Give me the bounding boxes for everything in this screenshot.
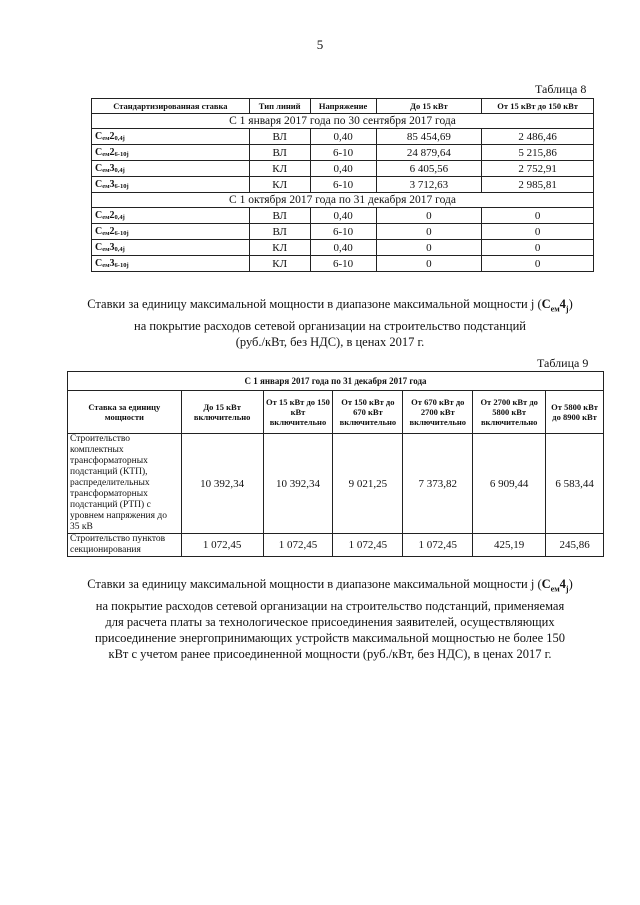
rate-code-index: 0,4j	[114, 167, 125, 174]
page-number: 5	[316, 37, 324, 52]
rate-code-sub: ем	[102, 214, 110, 221]
value-cell: 1 072,45	[403, 534, 473, 557]
para1-line1: Ставки за единицу максимальной мощности в диапазоне максимальной мощности j (	[87, 297, 542, 311]
line-type-cell: КЛ	[249, 161, 310, 177]
rate-code-index: 6-10j	[114, 151, 129, 158]
value-cell: 0	[482, 256, 594, 272]
table8	[91, 98, 594, 272]
value-cell: 10 392,34	[263, 434, 333, 534]
para1-close: )	[568, 297, 573, 311]
table-row	[92, 240, 594, 256]
rate-code-letter: С	[95, 131, 103, 142]
table9-rows	[68, 434, 604, 557]
value-cell: 10 392,34	[181, 434, 263, 534]
value-cell: 85 454,69	[376, 129, 482, 145]
line-type-cell: ВЛ	[249, 145, 310, 161]
rate-code-sub: ем	[102, 135, 110, 142]
table8-caption: Таблица 8	[535, 82, 587, 96]
table-row	[92, 208, 594, 224]
para1-line2: на покрытие расходов сетевой организации на строительство подстанций	[134, 318, 526, 333]
voltage-cell: 6-10	[310, 145, 376, 161]
rate-code-sub: ем	[102, 246, 110, 253]
value-cell: 425,19	[473, 534, 546, 557]
para2-line1: Ставки за единицу максимальной мощности в диапазоне максимальной мощности j (	[87, 577, 542, 591]
value-cell: 0	[482, 208, 594, 224]
line-type-cell: ВЛ	[249, 224, 310, 240]
table8-period2-rows	[92, 208, 594, 272]
table8-period-2: С 1 октября 2017 года по 31 декабря 2017 года	[92, 193, 594, 208]
voltage-cell: 6-10	[310, 256, 376, 272]
line-type-cell: ВЛ	[249, 129, 310, 145]
value-cell: 0	[482, 224, 594, 240]
rate-code-cell	[92, 145, 250, 161]
rate-code-letter: С	[95, 179, 103, 190]
para2-symbol: С	[541, 577, 551, 591]
table9-period: С 1 января 2017 года по 31 декабря 2017 года	[68, 372, 604, 391]
value-cell: 1 072,45	[181, 534, 263, 557]
table9-header: От 150 кВт до 670 кВт включительно	[333, 391, 403, 434]
rate-code-number: 2	[109, 226, 115, 237]
voltage-cell: 0,40	[310, 208, 376, 224]
table-row	[92, 256, 594, 272]
line-type-cell: КЛ	[249, 240, 310, 256]
row-label-cell: Строительство комплектных трансформаторных подстанций (КТП), распределительных трансформаторных подстанций (РТП) с уровнем напряжения до 35 кВ	[68, 434, 182, 534]
rate-code-letter: С	[95, 163, 103, 174]
para2-symbol-j: j	[565, 584, 569, 594]
table-row	[92, 161, 594, 177]
paragraph-2	[60, 576, 600, 662]
row-label-cell: Строительство пунктов секционирования	[68, 534, 182, 557]
rate-code-number: 2	[109, 131, 115, 142]
table9-header-row	[68, 391, 604, 434]
value-cell: 245,86	[546, 534, 604, 557]
line-type-cell: КЛ	[249, 256, 310, 272]
para1-symbol-sub: ем	[550, 304, 560, 314]
rate-code-sub: ем	[102, 230, 110, 237]
rate-code-sub: ем	[102, 262, 110, 269]
rate-code-index: 0,4j	[114, 135, 125, 142]
rate-code-sub: ем	[102, 183, 110, 190]
rate-code-cell	[92, 224, 250, 240]
table8-header: Стандартизированная ставка	[92, 99, 250, 114]
table-row	[92, 129, 594, 145]
value-cell: 1 072,45	[263, 534, 333, 557]
rate-code-letter: С	[95, 258, 103, 269]
table-row	[92, 145, 594, 161]
rate-code-cell	[92, 177, 250, 193]
rate-code-cell	[92, 129, 250, 145]
value-cell: 6 909,44	[473, 434, 546, 534]
voltage-cell: 0,40	[310, 161, 376, 177]
voltage-cell: 6-10	[310, 224, 376, 240]
rate-code-cell	[92, 208, 250, 224]
para1-symbol: С	[541, 297, 551, 311]
rate-code-number: 3	[109, 163, 115, 174]
rate-code-letter: С	[95, 242, 103, 253]
rate-code-letter: С	[95, 210, 103, 221]
table8-header: От 15 кВт до 150 кВт	[482, 99, 594, 114]
rate-code-number: 3	[109, 258, 115, 269]
table9-header: От 5800 кВт до 8900 кВт	[546, 391, 604, 434]
table9-header: От 2700 кВт до 5800 кВт включительно	[473, 391, 546, 434]
table9-caption: Таблица 9	[537, 356, 589, 370]
rate-code-number: 3	[109, 242, 115, 253]
table-row	[68, 534, 604, 557]
para2-symbol-num: 4	[559, 577, 566, 591]
voltage-cell: 0,40	[310, 129, 376, 145]
table9-header: От 15 кВт до 150 кВт включительно	[263, 391, 333, 434]
value-cell: 2 486,46	[482, 129, 594, 145]
para1-line3: (руб./кВт, без НДС), в ценах 2017 г.	[235, 334, 425, 349]
voltage-cell: 0,40	[310, 240, 376, 256]
table-row	[68, 434, 604, 534]
para2-close: )	[568, 577, 573, 591]
para2-line4: присоединение энергопринимающих устройств максимальной мощностью не более 150	[94, 630, 566, 645]
value-cell: 6 405,56	[376, 161, 482, 177]
rate-code-index: 6-10j	[114, 230, 129, 237]
value-cell: 0	[376, 224, 482, 240]
table8-period1-rows	[92, 129, 594, 193]
rate-code-number: 3	[109, 179, 115, 190]
voltage-cell: 6-10	[310, 177, 376, 193]
table8-period-1: С 1 января 2017 года по 30 сентября 2017 года	[92, 114, 594, 129]
value-cell: 24 879,64	[376, 145, 482, 161]
rate-code-sub: ем	[102, 151, 110, 158]
rate-code-number: 2	[109, 147, 115, 158]
rate-code-cell	[92, 240, 250, 256]
para2-line2: на покрытие расходов сетевой организации на строительство подстанций, применяемая	[95, 598, 565, 613]
table-row	[92, 177, 594, 193]
value-cell: 2 985,81	[482, 177, 594, 193]
rate-code-index: 0,4j	[114, 246, 125, 253]
value-cell: 9 021,25	[333, 434, 403, 534]
table8-header-row	[92, 99, 594, 114]
rate-code-letter: С	[95, 147, 103, 158]
table8-header: До 15 кВт	[376, 99, 482, 114]
paragraph-1	[60, 296, 600, 350]
value-cell: 6 583,44	[546, 434, 604, 534]
line-type-cell: ВЛ	[249, 208, 310, 224]
value-cell: 7 373,82	[403, 434, 473, 534]
rate-code-index: 0,4j	[114, 214, 125, 221]
rate-code-cell	[92, 256, 250, 272]
para1-symbol-num: 4	[559, 297, 566, 311]
table9-header: Ставка за единицу мощности	[68, 391, 182, 434]
line-type-cell: КЛ	[249, 177, 310, 193]
value-cell: 5 215,86	[482, 145, 594, 161]
value-cell: 0	[376, 208, 482, 224]
para2-line5: кВт с учетом ранее присоединенной мощности (руб./кВт, без НДС), в ценах 2017 г.	[108, 646, 552, 661]
value-cell: 1 072,45	[333, 534, 403, 557]
table9	[67, 371, 604, 557]
table9-header: До 15 кВт включительно	[181, 391, 263, 434]
rate-code-number: 2	[109, 210, 115, 221]
para2-line3: для расчета платы за технологическое присоединения заявителей, осуществляющих	[105, 614, 555, 629]
rate-code-letter: С	[95, 226, 103, 237]
rate-code-sub: ем	[102, 167, 110, 174]
value-cell: 0	[376, 240, 482, 256]
value-cell: 3 712,63	[376, 177, 482, 193]
rate-code-index: 6-10j	[114, 183, 129, 190]
table8-header: Тип линий	[249, 99, 310, 114]
rate-code-index: 6-10j	[114, 262, 129, 269]
para2-symbol-sub: ем	[550, 584, 560, 594]
table9-header: От 670 кВт до 2700 кВт включительно	[403, 391, 473, 434]
value-cell: 0	[482, 240, 594, 256]
para1-symbol-j: j	[565, 304, 569, 314]
value-cell: 0	[376, 256, 482, 272]
table8-header: Напряжение	[310, 99, 376, 114]
value-cell: 2 752,91	[482, 161, 594, 177]
table-row	[92, 224, 594, 240]
rate-code-cell	[92, 161, 250, 177]
